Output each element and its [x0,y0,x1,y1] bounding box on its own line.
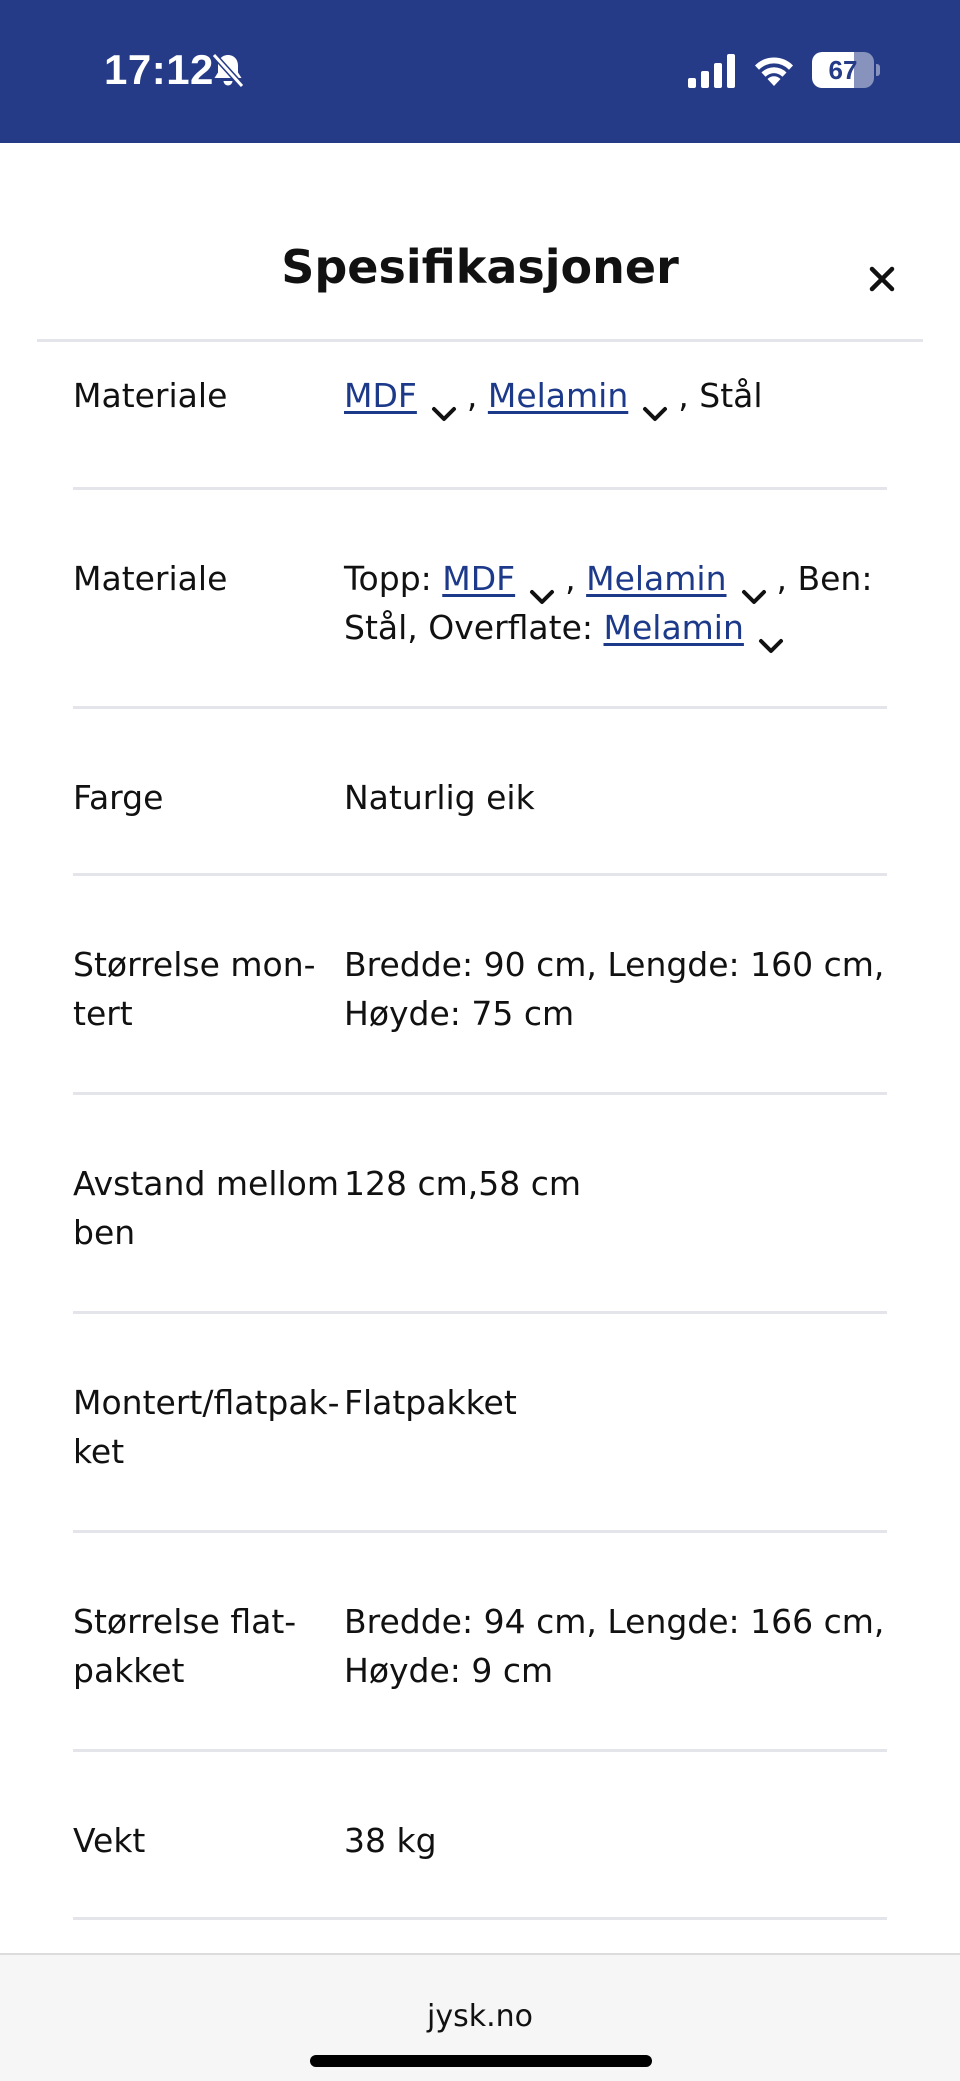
spec-value-text: Bredde: 90 cm, Lengde: 160 cm, Høyde: 75 cm [344,945,885,1033]
url-label[interactable]: jysk.no [427,1999,533,2034]
spec-value [344,773,887,822]
chevron-down-icon[interactable] [756,620,786,640]
spec-row [73,1752,887,1920]
spec-value-text: Topp: [344,559,443,598]
status-time: 17:12 [104,46,214,93]
spec-label: Materiale [73,559,228,598]
signal-icon [688,54,738,88]
spec-row [73,709,887,876]
chevron-down-icon[interactable] [527,571,557,591]
spec-value [344,1597,887,1695]
page-title: Spesifikasjoner [281,240,679,294]
spec-value-text: Naturlig eik [344,778,535,817]
spec-value-text: , Ben: Stål, Overflate: [344,559,873,647]
battery-icon [812,52,880,88]
spec-row [73,1314,887,1533]
spec-label: Materiale [73,376,228,415]
close-icon[interactable] [858,255,906,303]
spec-value-text: 128 cm,58 cm [344,1164,582,1203]
battery-percentage: 67 [828,55,858,85]
material-link[interactable]: MDF [344,376,417,415]
spec-label: Størrelse flat- pakket [73,1602,297,1690]
spec-value [344,940,887,1038]
spec-row [73,1533,887,1752]
spec-label: Vekt [73,1821,146,1860]
spec-value-text: Flatpakket [344,1383,517,1422]
spec-value [344,371,887,420]
specifications-list [73,341,887,1920]
status-bar [0,0,960,143]
spec-label: Avstand mellom ben [73,1164,339,1252]
spec-value-text: Bredde: 94 cm, Lengde: 166 cm, Høyde: 9 cm [344,1602,885,1690]
bell-slash-icon [208,50,248,90]
sheet-header [0,143,960,341]
spec-row [73,341,887,490]
chevron-down-icon[interactable] [429,388,459,408]
wifi-icon [752,50,796,88]
chevron-down-icon[interactable] [739,571,769,591]
spec-label: Størrelse mon- tert [73,945,316,1033]
chevron-down-icon[interactable] [640,388,670,408]
material-link[interactable]: Melamin [586,559,727,598]
spec-value-text: 38 kg [344,1821,437,1860]
material-link[interactable]: Melamin [487,376,629,415]
spec-value-text: , [565,559,587,598]
material-link[interactable]: MDF [442,559,516,598]
material-link[interactable]: Melamin [603,608,744,647]
spec-value [344,554,887,652]
spec-value [344,1816,887,1865]
spec-value-text: , [466,376,488,415]
spec-label: Farge [73,778,164,817]
spec-label: Montert/flatpak- ket [73,1383,340,1471]
spec-row [73,1095,887,1314]
spec-row [73,490,887,709]
spec-value [344,1159,887,1208]
spec-value-text: , Stål [678,376,763,415]
spec-row [73,876,887,1095]
browser-bottom-bar [0,1953,960,2081]
home-indicator[interactable] [310,2055,652,2067]
spec-value [344,1378,887,1427]
